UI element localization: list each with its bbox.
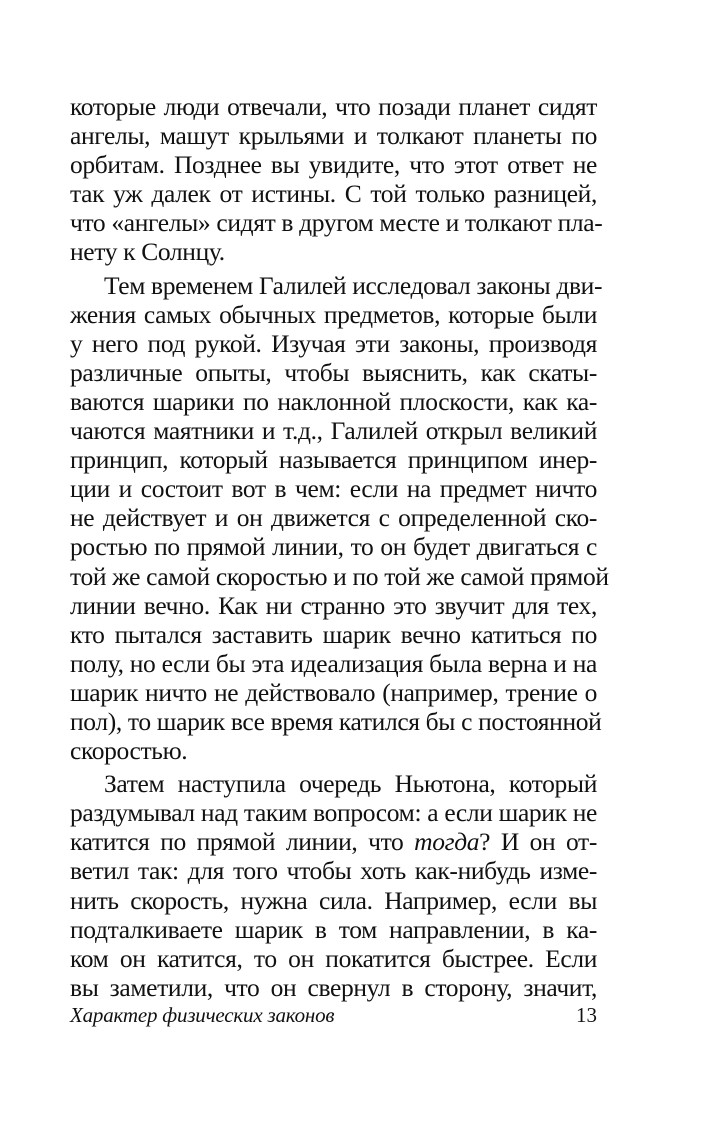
- text-line: орбитам. Позднее вы увидите, что этот ответ не: [70, 150, 597, 180]
- text-line: нить скорость, нужна сила. Например, если вы: [70, 885, 597, 915]
- text-line: той же самой скоростью и по той же самой прямой: [70, 561, 609, 591]
- text-line: Затем наступила очередь Ньютона, который: [104, 769, 597, 799]
- text-line: чаются маятники и т.д., Галилей открыл великий: [70, 416, 597, 446]
- text-line: что «ангелы» сидят в другом месте и толкают пла-: [70, 208, 603, 238]
- text-line: раздумывал над таким вопросом: а если шарик не: [70, 798, 597, 828]
- text-line: различные опыты, чтобы выяснить, как скаты-: [70, 357, 597, 387]
- text-line: шарик ничто не действовало (например, трение о: [70, 677, 597, 707]
- emphasized-word: тогда: [414, 827, 480, 857]
- text-line: вы заметили, что он свернул в сторону, значит,: [70, 972, 597, 1002]
- paragraph-2: [70, 270, 609, 766]
- text-line: которые люди отвечали, что позади планет сидят: [70, 92, 597, 121]
- text-line: так уж далек от истины. С той только разницей,: [70, 179, 597, 209]
- paragraph-1: [70, 92, 603, 267]
- text-segment: катится по прямой линии, что: [70, 827, 415, 857]
- text-line: пол), то шарик все время катился бы с постоянной: [70, 706, 602, 736]
- text-line: [70, 827, 597, 856]
- text-segment: ? И он от-: [479, 827, 597, 857]
- text-line: ком он катится, то он покатится быстрее. Если: [70, 943, 597, 973]
- text-line: ваются шарики по наклонной плоскости, как ка-: [70, 386, 597, 416]
- text-line: подталкиваете шарик в том направлении, в ка-: [70, 914, 597, 944]
- text-line: ции и состоит вот в чем: если на предмет ничто: [70, 474, 597, 504]
- text-line: ветил так: для того чтобы хоть как-нибудь изме-: [70, 856, 597, 886]
- text-line: линии вечно. Как ни странно это звучит для тех,: [70, 590, 597, 620]
- page-number: 13: [576, 1003, 597, 1027]
- text-line: нету к Солнцу.: [70, 237, 225, 267]
- text-line: не действует и он движется с определенной ско-: [70, 503, 597, 533]
- text-line: принцип, который называется принципом инер-: [70, 445, 597, 475]
- text-line: Тем временем Галилей исследовал законы дви-: [104, 270, 603, 300]
- text-line: кто пытался заставить шарик вечно катиться по: [70, 619, 597, 649]
- text-line: у него под рукой. Изучая эти законы, производя: [70, 328, 597, 358]
- paragraph-3: [70, 769, 597, 1002]
- text-line: ростью по прямой линии, то он будет двигаться с: [70, 532, 597, 562]
- text-line: полу, но если бы эта идеализация была верна и на: [70, 648, 597, 678]
- text-line: жения самых обычных предметов, которые были: [70, 299, 597, 329]
- text-line: скоростью.: [70, 736, 188, 766]
- body-text: [70, 92, 609, 1002]
- text-line: ангелы, машут крыльями и толкают планеты по: [70, 121, 597, 151]
- running-footer-title: Характер физических законов: [70, 1003, 335, 1027]
